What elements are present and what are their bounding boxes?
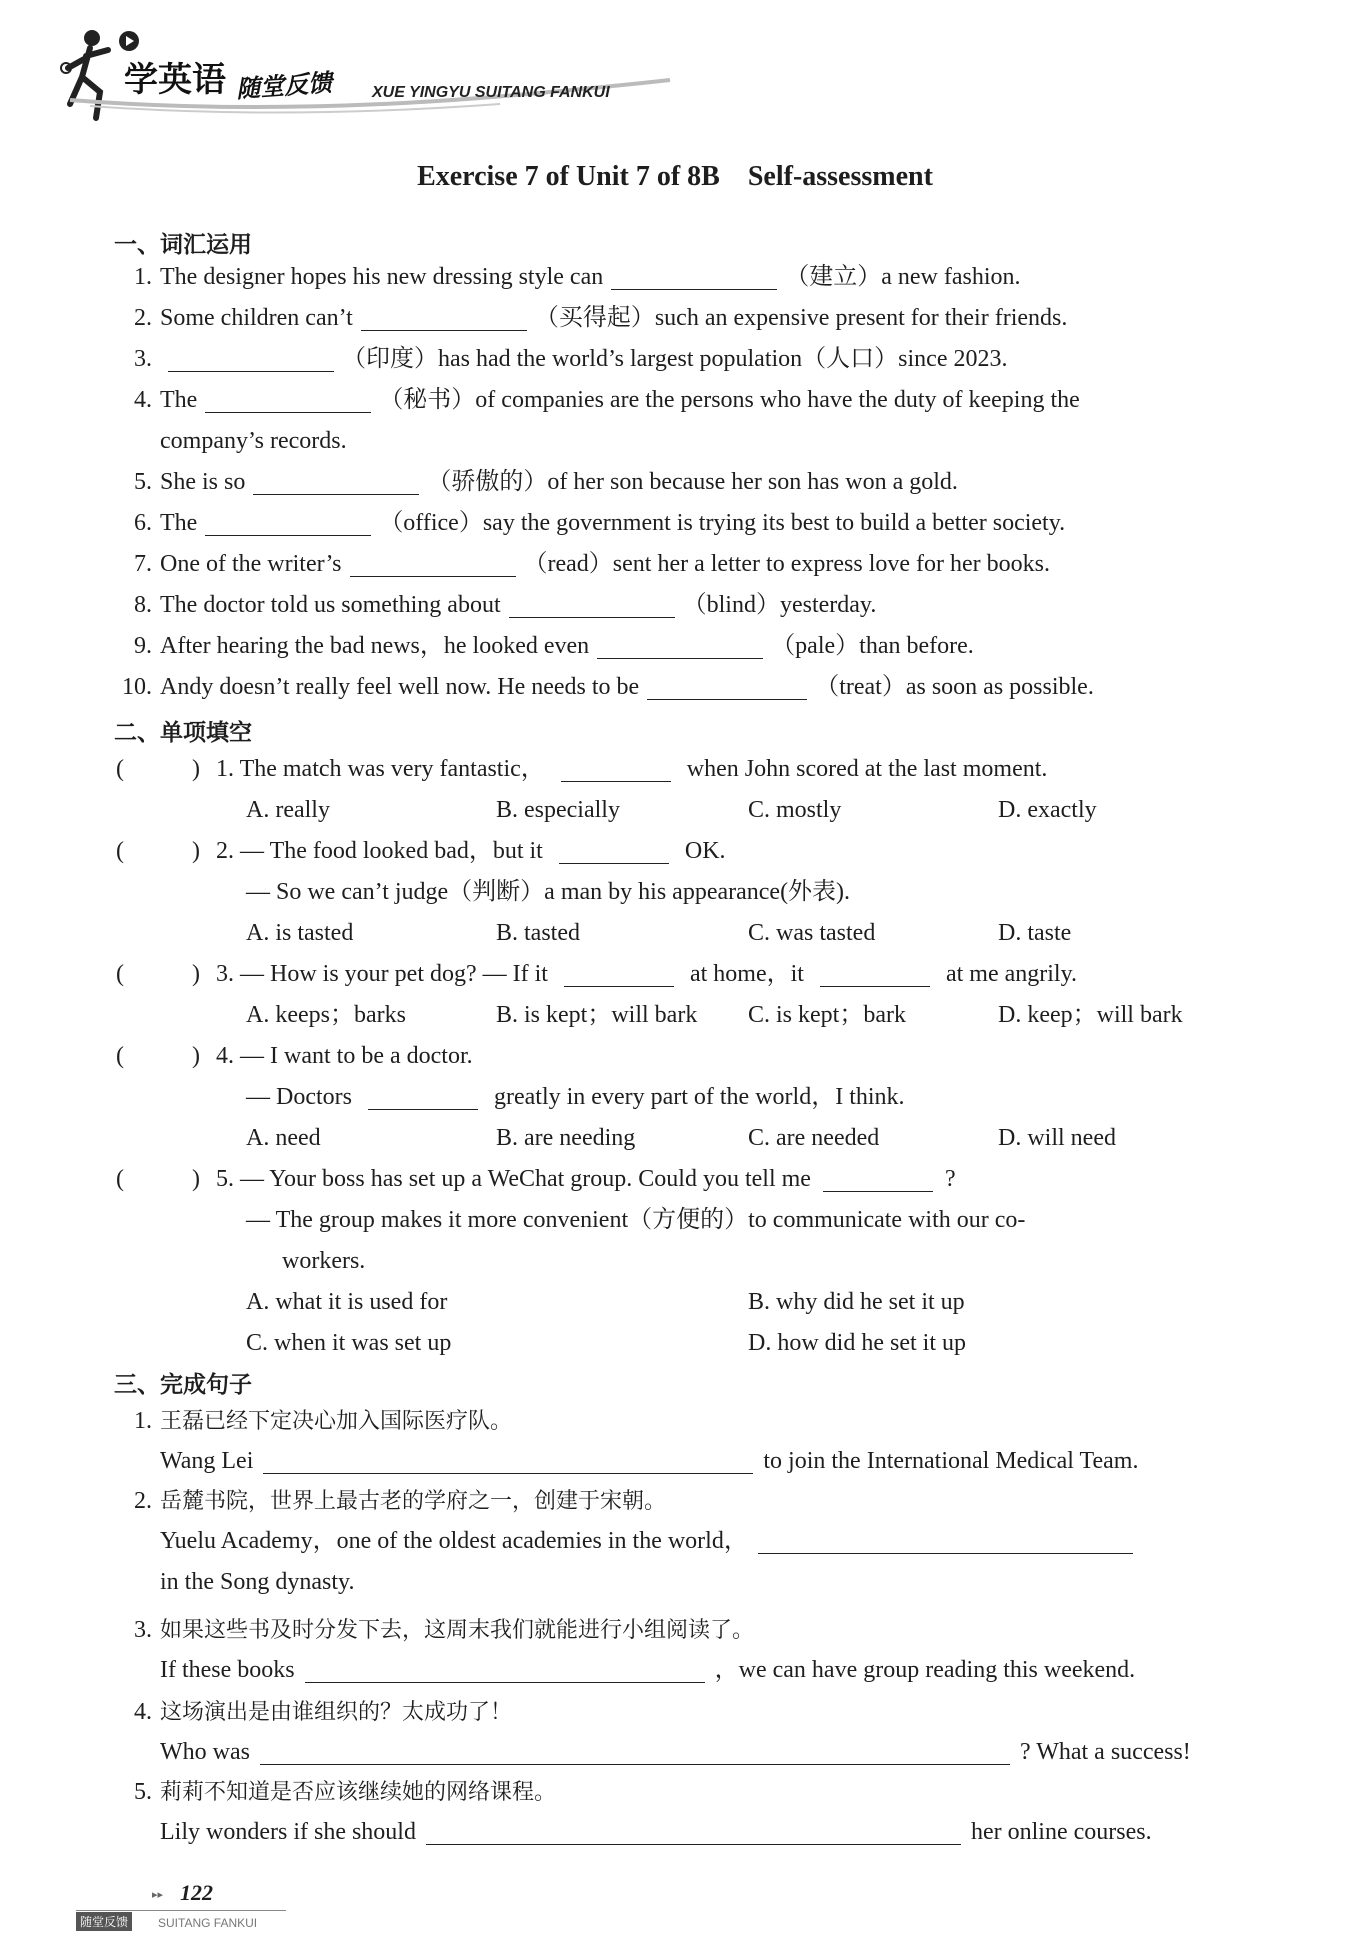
- vocab-item-6: [116, 508, 1065, 538]
- question-text: The match was very fantastic，: [239, 756, 545, 782]
- sentence-end: ，we can have group reading this weekend.: [714, 1657, 1136, 1683]
- option-c[interactable]: C. was tasted: [748, 920, 876, 946]
- question-text-end: ?: [944, 1166, 956, 1192]
- section3-heading: 三、完成句子: [114, 1372, 252, 1398]
- footer-badge-en: SUITANG FANKUI: [158, 1916, 258, 1930]
- item-number: 6.: [134, 510, 152, 536]
- answer-paren-open: (: [116, 1166, 124, 1192]
- answer-blank[interactable]: [561, 759, 671, 782]
- answer-blank[interactable]: [559, 841, 669, 864]
- option-a[interactable]: A. really: [246, 797, 330, 823]
- item-number: 10.: [122, 674, 152, 700]
- item-text-end: （秘书）of companies are the persons who have the duty of keeping the: [379, 387, 1080, 413]
- item-text: Andy doesn’t really feel well now. He needs to be: [160, 674, 640, 700]
- option-d[interactable]: D. keep；will bark: [998, 1002, 1183, 1028]
- item-number: 4.: [134, 1699, 152, 1725]
- translation-item-2: [116, 1486, 666, 1517]
- answer-blank[interactable]: [168, 349, 334, 372]
- item-number: 7.: [134, 551, 152, 577]
- answer-blank[interactable]: [361, 308, 527, 331]
- section1-heading: 一、词汇运用: [114, 232, 252, 258]
- sentence-start: Who was: [160, 1739, 250, 1765]
- option-b[interactable]: B. is kept；will bark: [496, 1002, 698, 1028]
- answer-blank[interactable]: [758, 1531, 1133, 1554]
- mc-question-1: [116, 754, 1047, 784]
- vocab-item-4-cont: company’s records.: [160, 428, 347, 454]
- item-text-end: （read）sent her a letter to express love for her books.: [523, 551, 1050, 577]
- translation-item-1: [116, 1406, 512, 1437]
- logo-en: XUE YINGYU SUITANG FANKUI: [372, 84, 610, 101]
- option-d[interactable]: D. taste: [998, 920, 1072, 946]
- item-number: 5.: [134, 469, 152, 495]
- answer-paren-open: (: [116, 1043, 124, 1069]
- question-number: 4.: [216, 1043, 234, 1069]
- option-b[interactable]: B. especially: [496, 797, 620, 823]
- vocab-item-4: [116, 385, 1080, 415]
- page-title: Exercise 7 of Unit 7 of 8B Self-assessment: [417, 161, 933, 192]
- sentence-start: Wang Lei: [160, 1448, 254, 1474]
- vocab-item-2: [116, 303, 1067, 333]
- sentence-end: her online courses.: [970, 1819, 1152, 1845]
- option-b[interactable]: B. tasted: [496, 920, 580, 946]
- sentence-end: ? What a success!: [1019, 1739, 1191, 1765]
- mc-question-5: [116, 1164, 956, 1194]
- vocab-item-7: [116, 549, 1050, 579]
- option-b[interactable]: B. are needing: [496, 1125, 636, 1151]
- english-sentence-5: [160, 1817, 1152, 1847]
- item-text-end: （pale）than before.: [771, 633, 974, 659]
- item-text-end: （treat）as soon as possible.: [815, 674, 1094, 700]
- option-a[interactable]: A. keeps；barks: [246, 1002, 406, 1028]
- answer-blank[interactable]: [823, 1169, 933, 1192]
- english-sentence-4: [160, 1737, 1191, 1767]
- page-number: 122: [180, 1880, 213, 1905]
- translation-item-5: [116, 1777, 556, 1808]
- question-text-end: greatly in every part of the world，I think.: [493, 1084, 905, 1110]
- sentence-start: If these books: [160, 1657, 295, 1683]
- item-text: After hearing the bad news，he looked even: [160, 633, 590, 659]
- question-text-end: OK.: [684, 838, 726, 864]
- answer-blank-1[interactable]: [564, 964, 674, 987]
- vocab-item-8: [116, 590, 876, 620]
- answer-blank[interactable]: [350, 554, 516, 577]
- mc-question-3: [116, 959, 1077, 989]
- mc-question-5-line3: workers.: [282, 1248, 366, 1274]
- item-number: 1.: [134, 264, 152, 290]
- question-text: — Your boss has set up a WeChat group. Could you tell me: [240, 1166, 811, 1192]
- translation-item-3: [116, 1615, 754, 1646]
- sentence-end: to join the International Medical Team.: [763, 1448, 1139, 1474]
- item-text: She is so: [160, 469, 246, 495]
- question-text-end: when John scored at the last moment.: [686, 756, 1048, 782]
- item-number: 2.: [134, 305, 152, 331]
- item-number: 8.: [134, 592, 152, 618]
- option-b[interactable]: B. why did he set it up: [748, 1289, 965, 1315]
- item-text-end: （blind）yesterday.: [682, 592, 877, 618]
- answer-blank[interactable]: [205, 513, 371, 536]
- item-text: One of the writer’s: [160, 551, 342, 577]
- question-text: — The food looked bad，but it: [240, 838, 543, 864]
- answer-blank[interactable]: [426, 1822, 961, 1845]
- chinese-sentence: 如果这些书及时分发下去，这周末我们就能进行小组阅读了。: [160, 1618, 755, 1643]
- question-number: 5.: [216, 1166, 234, 1192]
- english-sentence-3: [160, 1655, 1135, 1685]
- answer-blank[interactable]: [611, 267, 777, 290]
- question-text: — I want to be a doctor.: [240, 1043, 473, 1069]
- item-number: 2.: [134, 1488, 152, 1514]
- item-number: 5.: [134, 1779, 152, 1805]
- vocab-item-9: [116, 631, 974, 661]
- mc-question-4: [116, 1041, 473, 1071]
- answer-blank[interactable]: [263, 1451, 753, 1474]
- item-text: The: [160, 387, 198, 413]
- item-number: 9.: [134, 633, 152, 659]
- logo-cn-main: 学英语: [124, 60, 226, 100]
- answer-paren-open: (: [116, 756, 124, 782]
- option-c[interactable]: C. when it was set up: [246, 1330, 452, 1356]
- answer-blank[interactable]: [260, 1742, 1010, 1765]
- item-text-end: （骄傲的）of her son because her son has won a gold.: [427, 469, 958, 495]
- answer-blank[interactable]: [305, 1660, 705, 1683]
- answer-paren-close: ): [192, 1043, 200, 1069]
- option-c[interactable]: C. mostly: [748, 797, 842, 823]
- sentence-start: Lily wonders if she should: [160, 1819, 416, 1845]
- item-text: The doctor told us something about: [160, 592, 501, 618]
- option-a[interactable]: A. what it is used for: [246, 1289, 448, 1315]
- question-text-mid: at home，it: [689, 961, 804, 987]
- item-number: 4.: [134, 387, 152, 413]
- translation-item-4: [116, 1697, 512, 1728]
- answer-paren-close: ): [192, 838, 200, 864]
- mc-question-2: [116, 836, 726, 866]
- item-text-end: （建立）a new fashion.: [785, 264, 1021, 290]
- answer-blank[interactable]: [597, 636, 763, 659]
- item-text: Some children can’t: [160, 305, 353, 331]
- footer-badge: 随堂反馈: [76, 1912, 132, 1931]
- play-icon: [118, 30, 140, 52]
- answer-paren-open: (: [116, 961, 124, 987]
- question-text: — Doctors: [246, 1084, 352, 1110]
- english-sentence-2-cont: in the Song dynasty.: [160, 1569, 355, 1595]
- question-text-end: at me angrily.: [945, 961, 1078, 987]
- option-a[interactable]: A. is tasted: [246, 920, 354, 946]
- chinese-sentence: 岳麓书院，世界上最古老的学府之一，创建于宋朝。: [160, 1489, 667, 1514]
- mc-question-5-line2: — The group makes it more convenient（方便的）to communicate with our co-: [246, 1207, 1026, 1233]
- question-text: — How is your pet dog? — If it: [240, 961, 548, 987]
- chinese-sentence: 莉莉不知道是否应该继续她的网络课程。: [160, 1780, 557, 1805]
- answer-paren-close: ): [192, 1166, 200, 1192]
- answer-blank[interactable]: [368, 1087, 478, 1110]
- english-sentence-1: [160, 1446, 1138, 1476]
- mc-question-2-line2: — So we can’t judge（判断）a man by his appearance(外表).: [246, 879, 851, 905]
- english-sentence-2: [160, 1526, 1143, 1556]
- mc-question-4-line2: [246, 1082, 905, 1112]
- question-number: 2.: [216, 838, 234, 864]
- option-d[interactable]: D. will need: [998, 1125, 1116, 1151]
- logo-cn-sub: 随堂反馈: [235, 68, 334, 104]
- option-c[interactable]: C. is kept；bark: [748, 1002, 906, 1028]
- answer-paren-open: (: [116, 838, 124, 864]
- item-number: 3.: [134, 1617, 152, 1643]
- vocab-item-5: [116, 467, 958, 497]
- item-number: 1.: [134, 1408, 152, 1434]
- option-c[interactable]: C. are needed: [748, 1125, 880, 1151]
- vocab-item-1: [116, 262, 1021, 292]
- question-number: 1.: [216, 756, 234, 782]
- answer-paren-close: ): [192, 961, 200, 987]
- arrow-icon: ▸▸: [152, 1889, 164, 1901]
- answer-blank[interactable]: [647, 677, 807, 700]
- answer-blank[interactable]: [509, 595, 675, 618]
- chinese-sentence: 王磊已经下定决心加入国际医疗队。: [160, 1409, 513, 1434]
- answer-blank-2[interactable]: [820, 964, 930, 987]
- item-text: The designer hopes his new dressing style can: [160, 264, 604, 290]
- option-a[interactable]: A. need: [246, 1125, 321, 1151]
- item-text: The: [160, 510, 198, 536]
- section2-heading: 二、单项填空: [114, 720, 252, 746]
- answer-blank[interactable]: [253, 472, 419, 495]
- option-d[interactable]: D. how did he set it up: [748, 1330, 966, 1356]
- item-text-end: （印度）has had the world’s largest population（人口）since 2023.: [342, 346, 1008, 372]
- question-number: 3.: [216, 961, 234, 987]
- vocab-item-10: [116, 672, 1094, 702]
- chinese-sentence: 这场演出是由谁组织的？太成功了！: [160, 1700, 513, 1725]
- answer-paren-close: ): [192, 756, 200, 782]
- item-text-end: （office）say the government is trying its best to build a better society.: [379, 510, 1066, 536]
- option-d[interactable]: D. exactly: [998, 797, 1097, 823]
- item-text-end: （买得起）such an expensive present for their friends.: [534, 305, 1068, 331]
- footer-rule: [76, 1910, 286, 1911]
- vocab-item-3: [116, 344, 1007, 374]
- sentence-start: Yuelu Academy，one of the oldest academies in the world，: [160, 1528, 748, 1554]
- item-number: 3.: [134, 346, 152, 372]
- answer-blank[interactable]: [205, 390, 371, 413]
